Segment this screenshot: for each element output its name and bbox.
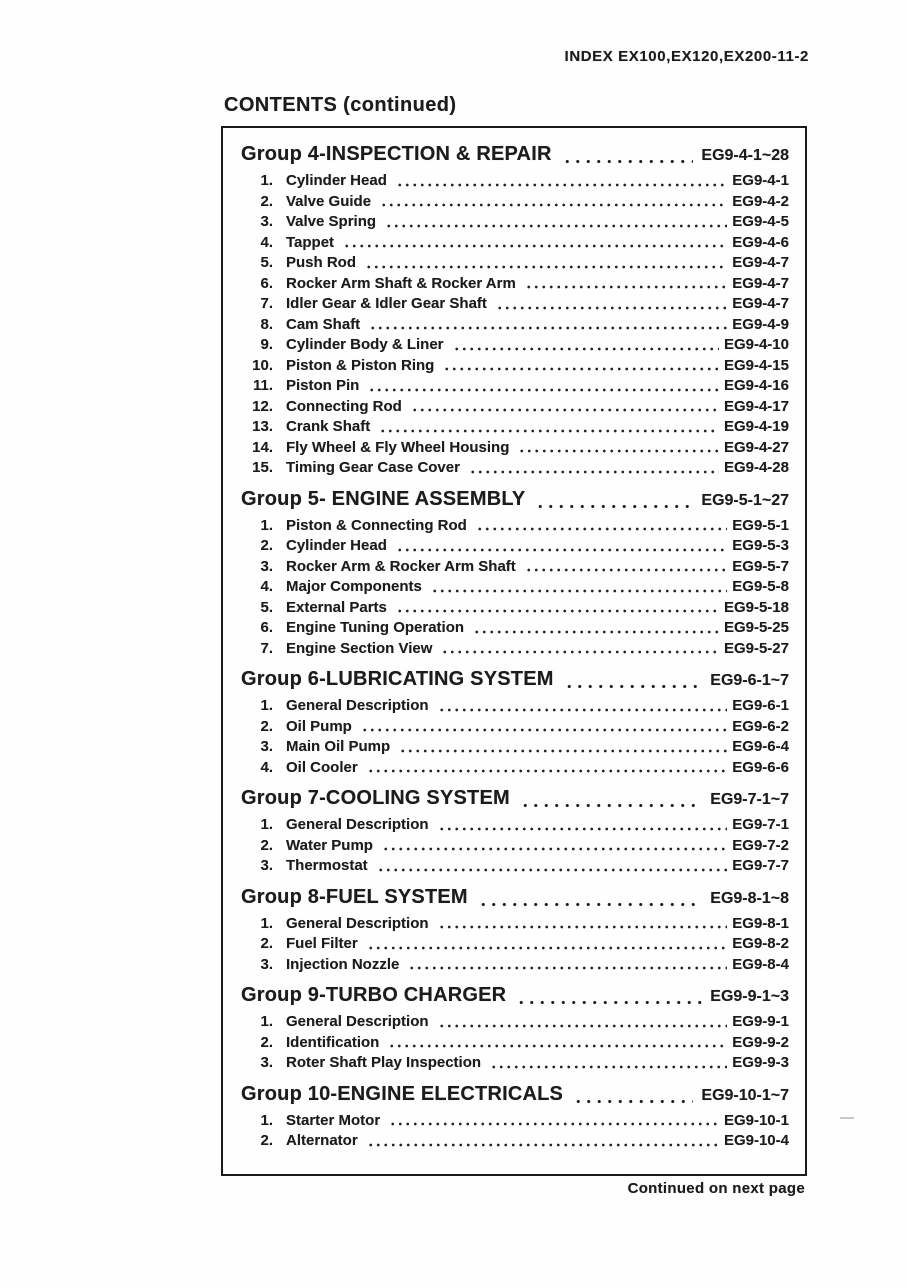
toc-item-page: EG9-8-1 bbox=[732, 914, 789, 932]
toc-item-number: 12. bbox=[252, 397, 273, 415]
toc-item-page: EG9-6-4 bbox=[732, 738, 789, 755]
toc-item-label: Crank Shaft bbox=[286, 418, 371, 435]
dot-leader bbox=[411, 407, 719, 413]
toc-item-list bbox=[241, 815, 789, 877]
dot-leader bbox=[399, 748, 727, 754]
toc-item-label: Water Pump bbox=[286, 836, 373, 854]
toc-item bbox=[241, 192, 789, 213]
toc-group bbox=[241, 882, 789, 976]
toc-item-page: EG9-4-28 bbox=[723, 459, 789, 476]
toc-item-number: 2. bbox=[260, 717, 273, 735]
toc-item-label: Major Components bbox=[286, 578, 422, 595]
dot-leader bbox=[369, 325, 727, 331]
dot-leader bbox=[490, 1064, 727, 1070]
toc-item-page: EG9-4-9 bbox=[732, 315, 789, 333]
toc-item-label: Connecting Rod bbox=[286, 397, 402, 415]
toc-item-list bbox=[241, 1012, 789, 1074]
toc-item-label: Idler Gear & Idler Gear Shaft bbox=[286, 295, 487, 312]
toc-item bbox=[241, 397, 789, 418]
dot-leader bbox=[368, 387, 719, 393]
toc-item-number: 13. bbox=[252, 418, 273, 435]
dot-leader bbox=[438, 1023, 728, 1029]
toc-item bbox=[241, 536, 789, 557]
toc-group-heading bbox=[241, 882, 789, 914]
toc-item-label: Cylinder Head bbox=[286, 172, 387, 189]
toc-item-label: Piston & Connecting Rod bbox=[286, 516, 467, 534]
toc-item-number: 6. bbox=[260, 274, 273, 292]
toc-item-page: EG9-8-4 bbox=[732, 955, 789, 973]
toc-group bbox=[241, 783, 789, 877]
contents-box bbox=[221, 126, 807, 1176]
dot-leader bbox=[562, 158, 694, 165]
dot-leader bbox=[473, 629, 719, 635]
toc-item-page: EG9-4-16 bbox=[723, 377, 789, 394]
toc-item bbox=[241, 856, 789, 877]
dot-leader bbox=[365, 264, 727, 270]
toc-item-number: 3. bbox=[260, 1054, 273, 1071]
toc-item bbox=[241, 598, 789, 619]
toc-item-page: EG9-6-1 bbox=[732, 697, 789, 714]
toc-item-number: 10. bbox=[252, 356, 273, 374]
toc-item-page: EG9-5-7 bbox=[732, 557, 789, 575]
toc-item-label: Timing Gear Case Cover bbox=[286, 459, 460, 476]
toc-item bbox=[241, 836, 789, 857]
toc-item-list bbox=[241, 914, 789, 976]
toc-item bbox=[241, 618, 789, 639]
dot-leader bbox=[438, 707, 728, 713]
toc-item-label: Roter Shaft Play Inspection bbox=[286, 1054, 482, 1071]
toc-item-label: Cam Shaft bbox=[286, 315, 361, 333]
toc-item-label: Fly Wheel & Fly Wheel Housing bbox=[286, 438, 510, 456]
toc-item-page: EG9-7-7 bbox=[732, 857, 789, 874]
toc-item-label: Fuel Filter bbox=[286, 935, 358, 952]
toc-item-label: Rocker Arm & Rocker Arm Shaft bbox=[286, 557, 516, 575]
toc-group-page-range: EG9-5-1~27 bbox=[701, 491, 789, 509]
dot-leader bbox=[525, 284, 728, 290]
toc-group-title: Group 5- ENGINE ASSEMBLY bbox=[241, 487, 526, 510]
toc-item-label: Cylinder Head bbox=[286, 537, 387, 554]
toc-group bbox=[241, 139, 789, 479]
toc-item-page: EG9-5-25 bbox=[723, 619, 789, 636]
toc-item-label: General Description bbox=[286, 914, 429, 932]
toc-item bbox=[241, 1012, 789, 1033]
toc-item-label: Piston & Piston Ring bbox=[286, 356, 435, 374]
toc-item-label: Oil Pump bbox=[286, 717, 352, 735]
dot-leader bbox=[385, 223, 727, 229]
toc-item-number: 4. bbox=[260, 578, 273, 595]
toc-item-page: EG9-9-1 bbox=[732, 1013, 789, 1030]
toc-group-heading bbox=[241, 783, 789, 815]
toc-item-number: 2. bbox=[260, 836, 273, 854]
toc-item-number: 2. bbox=[260, 1033, 273, 1051]
toc-item-number: 1. bbox=[260, 1111, 273, 1129]
toc-item-label: General Description bbox=[286, 816, 429, 833]
toc-group-page-range: EG9-9-1~3 bbox=[710, 988, 789, 1005]
toc-group-heading bbox=[241, 139, 789, 171]
dot-leader bbox=[573, 1098, 693, 1105]
toc-item-label: Valve Guide bbox=[286, 192, 372, 210]
toc-item bbox=[241, 557, 789, 578]
toc-item-page: EG9-7-1 bbox=[732, 816, 789, 833]
toc-item-label: Engine Section View bbox=[286, 639, 433, 657]
dot-leader bbox=[367, 1142, 719, 1148]
toc-item-number: 3. bbox=[260, 557, 273, 575]
toc-item-list bbox=[241, 171, 789, 479]
toc-item bbox=[241, 376, 789, 397]
toc-item bbox=[241, 516, 789, 537]
dot-leader bbox=[478, 901, 703, 908]
toc-item-page: EG9-8-2 bbox=[732, 935, 789, 952]
toc-item-page: EG9-10-1 bbox=[723, 1111, 789, 1129]
dot-leader bbox=[469, 469, 719, 475]
dot-leader bbox=[367, 768, 728, 774]
toc-item-page: EG9-10-4 bbox=[723, 1132, 789, 1149]
toc-item bbox=[241, 914, 789, 935]
toc-item-label: Oil Cooler bbox=[286, 758, 358, 776]
dot-leader bbox=[361, 727, 727, 733]
toc-item-number: 2. bbox=[260, 935, 273, 952]
toc-item-page: EG9-7-2 bbox=[732, 836, 789, 854]
dot-leader bbox=[408, 965, 727, 971]
dot-leader bbox=[343, 243, 727, 249]
toc-item-page: EG9-4-27 bbox=[723, 438, 789, 456]
continued-note: Continued on next page bbox=[627, 1180, 805, 1197]
toc-group-heading bbox=[241, 1079, 789, 1111]
toc-item bbox=[241, 458, 789, 479]
toc-item-label: Thermostat bbox=[286, 857, 368, 874]
toc-item-number: 3. bbox=[260, 955, 273, 973]
toc-item-page: EG9-6-6 bbox=[732, 758, 789, 776]
toc-item bbox=[241, 737, 789, 758]
toc-group-page-range: EG9-4-1~28 bbox=[701, 147, 789, 164]
toc-item-page: EG9-6-2 bbox=[732, 717, 789, 735]
dot-leader bbox=[443, 366, 719, 372]
toc-group-page-range: EG9-7-1~7 bbox=[710, 791, 789, 808]
dot-leader bbox=[367, 945, 728, 951]
toc-item-label: Identification bbox=[286, 1033, 380, 1051]
toc-item bbox=[241, 253, 789, 274]
toc-item-label: Tappet bbox=[286, 233, 335, 251]
toc-item-number: 4. bbox=[260, 233, 273, 251]
toc-item-page: EG9-5-8 bbox=[732, 578, 789, 595]
toc-item-label: Piston Pin bbox=[286, 377, 360, 394]
dot-leader bbox=[438, 924, 728, 930]
toc-item bbox=[241, 1053, 789, 1074]
toc-item bbox=[241, 696, 789, 717]
toc-item-page: EG9-5-1 bbox=[732, 516, 789, 534]
toc-item-number: 4. bbox=[260, 758, 273, 776]
toc-item-number: 5. bbox=[260, 598, 273, 616]
toc-group-page-range: EG9-10-1~7 bbox=[701, 1086, 789, 1104]
toc-item-page: EG9-4-7 bbox=[732, 274, 789, 292]
dot-leader bbox=[396, 547, 727, 553]
toc-item-label: Rocker Arm Shaft & Rocker Arm bbox=[286, 274, 516, 292]
dot-leader bbox=[396, 182, 727, 188]
toc-item-number: 3. bbox=[260, 738, 273, 755]
toc-item-page: EG9-4-7 bbox=[732, 254, 789, 271]
toc-item-number: 1. bbox=[260, 1013, 273, 1030]
dot-leader bbox=[382, 846, 727, 852]
toc-item bbox=[241, 417, 789, 438]
toc-item-number: 2. bbox=[260, 537, 273, 554]
toc-group-title: Group 10-ENGINE ELECTRICALS bbox=[241, 1082, 564, 1105]
toc-item-page: EG9-4-5 bbox=[732, 213, 789, 230]
toc-group-heading bbox=[241, 484, 789, 516]
toc-item-number: 14. bbox=[252, 438, 273, 456]
toc-item-list bbox=[241, 1111, 789, 1152]
toc-item bbox=[241, 294, 789, 315]
toc-item-label: General Description bbox=[286, 697, 429, 714]
toc-item bbox=[241, 717, 789, 738]
toc-item-label: Valve Spring bbox=[286, 213, 377, 230]
toc-item bbox=[241, 934, 789, 955]
toc-item-page: EG9-5-3 bbox=[732, 537, 789, 554]
dot-leader bbox=[496, 305, 727, 311]
dot-leader bbox=[476, 526, 727, 532]
toc-item-page: EG9-4-19 bbox=[723, 418, 789, 435]
dot-leader bbox=[389, 1121, 719, 1127]
toc-item bbox=[241, 233, 789, 254]
toc-item-page: EG9-4-7 bbox=[732, 295, 789, 312]
dot-leader bbox=[388, 1043, 727, 1049]
toc-item-number: 2. bbox=[260, 192, 273, 210]
toc-item-list bbox=[241, 516, 789, 660]
toc-item bbox=[241, 438, 789, 459]
toc-item-number: 8. bbox=[260, 315, 273, 333]
toc-item-number: 1. bbox=[260, 516, 273, 534]
dot-leader bbox=[379, 428, 719, 434]
scan-artifact-dash bbox=[840, 1117, 854, 1119]
dot-leader bbox=[525, 567, 728, 573]
toc-item bbox=[241, 274, 789, 295]
toc-item-number: 6. bbox=[260, 619, 273, 636]
dot-leader bbox=[564, 683, 703, 690]
toc-item-number: 7. bbox=[260, 639, 273, 657]
dot-leader bbox=[431, 588, 727, 594]
toc-item bbox=[241, 171, 789, 192]
toc-item-page: EG9-4-6 bbox=[732, 233, 789, 251]
toc-item bbox=[241, 1131, 789, 1152]
toc-group-title: Group 7-COOLING SYSTEM bbox=[241, 787, 510, 809]
toc-item-label: Engine Tuning Operation bbox=[286, 619, 465, 636]
toc-item-number: 1. bbox=[260, 816, 273, 833]
toc-group-title: Group 6-LUBRICATING SYSTEM bbox=[241, 668, 554, 690]
toc-group-page-range: EG9-8-1~8 bbox=[710, 889, 789, 907]
toc-item-label: Cylinder Body & Liner bbox=[286, 336, 444, 353]
toc-item-number: 1. bbox=[260, 172, 273, 189]
toc-group-title: Group 9-TURBO CHARGER bbox=[241, 984, 507, 1006]
groups-container bbox=[241, 139, 789, 1152]
toc-item bbox=[241, 758, 789, 779]
toc-item-page: EG9-5-18 bbox=[723, 598, 789, 616]
toc-item-label: Push Rod bbox=[286, 254, 356, 271]
toc-item-number: 11. bbox=[252, 377, 273, 394]
toc-group bbox=[241, 980, 789, 1074]
toc-item-number: 1. bbox=[260, 914, 273, 932]
toc-item-number: 15. bbox=[252, 459, 273, 476]
dot-leader bbox=[518, 448, 719, 454]
toc-group-title: Group 8-FUEL SYSTEM bbox=[241, 885, 468, 908]
toc-item bbox=[241, 1111, 789, 1132]
dot-leader bbox=[453, 346, 719, 352]
page-header-index: INDEX EX100,EX120,EX200-11-2 bbox=[564, 48, 809, 65]
toc-item-page: EG9-4-10 bbox=[723, 336, 789, 353]
dot-leader bbox=[516, 999, 702, 1006]
toc-item bbox=[241, 212, 789, 233]
toc-item-number: 5. bbox=[260, 254, 273, 271]
toc-item-page: EG9-9-2 bbox=[732, 1033, 789, 1051]
toc-item-page: EG9-5-27 bbox=[723, 639, 789, 657]
toc-item-number: 3. bbox=[260, 857, 273, 874]
toc-group-heading bbox=[241, 980, 789, 1012]
page-title: CONTENTS (continued) bbox=[224, 94, 457, 116]
toc-item-page: EG9-4-15 bbox=[723, 356, 789, 374]
toc-item-label: Alternator bbox=[286, 1132, 358, 1149]
toc-item-label: Main Oil Pump bbox=[286, 738, 391, 755]
dot-leader bbox=[441, 649, 719, 655]
dot-leader bbox=[377, 867, 728, 873]
toc-item bbox=[241, 577, 789, 598]
toc-item-number: 2. bbox=[260, 1132, 273, 1149]
dot-leader bbox=[380, 202, 727, 208]
toc-item-label: Injection Nozzle bbox=[286, 955, 400, 973]
toc-item bbox=[241, 1033, 789, 1054]
toc-item bbox=[241, 335, 789, 356]
toc-item bbox=[241, 315, 789, 336]
dot-leader bbox=[535, 503, 693, 510]
toc-item bbox=[241, 639, 789, 660]
toc-group-page-range: EG9-6-1~7 bbox=[710, 672, 789, 689]
toc-item-list bbox=[241, 696, 789, 778]
dot-leader bbox=[396, 608, 719, 614]
toc-item-page: EG9-4-1 bbox=[732, 172, 789, 189]
toc-item-number: 3. bbox=[260, 213, 273, 230]
toc-group-heading bbox=[241, 664, 789, 696]
dot-leader bbox=[438, 826, 728, 832]
dot-leader bbox=[520, 802, 702, 809]
toc-item-page: EG9-4-17 bbox=[723, 397, 789, 415]
toc-item-page: EG9-9-3 bbox=[732, 1054, 789, 1071]
toc-item-number: 7. bbox=[260, 295, 273, 312]
toc-group-title: Group 4-INSPECTION & REPAIR bbox=[241, 143, 552, 165]
toc-item bbox=[241, 356, 789, 377]
toc-item-page: EG9-4-2 bbox=[732, 192, 789, 210]
toc-group bbox=[241, 484, 789, 660]
toc-item-number: 9. bbox=[260, 336, 273, 353]
toc-item bbox=[241, 955, 789, 976]
toc-group bbox=[241, 664, 789, 778]
toc-item-number: 1. bbox=[260, 697, 273, 714]
toc-item-label: External Parts bbox=[286, 598, 387, 616]
toc-item bbox=[241, 815, 789, 836]
toc-item-label: General Description bbox=[286, 1013, 429, 1030]
toc-item-label: Starter Motor bbox=[286, 1111, 381, 1129]
toc-group bbox=[241, 1079, 789, 1152]
